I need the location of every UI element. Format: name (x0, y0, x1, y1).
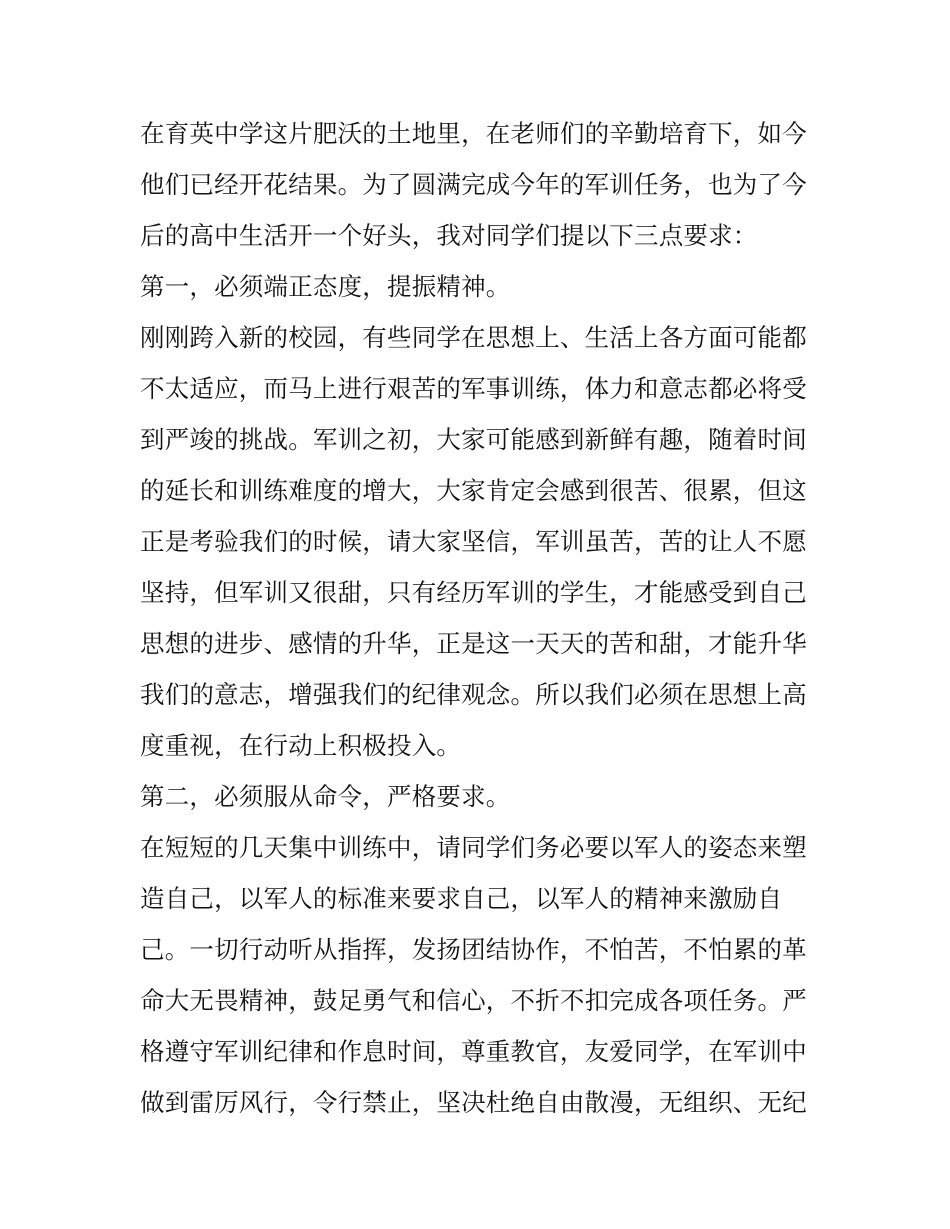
text-line: 在育英中学这片肥沃的土地里，在老师们的辛勤培育下，如今 (140, 119, 807, 148)
text-line: 在短短的几天集中训练中，请同学们务必要以军人的姿态来塑 (140, 833, 807, 862)
text-line: 不太适应，而马上进行艰苦的军事训练，体力和意志都必将受 (140, 374, 807, 403)
section-heading-2: 第二，必须服从命令，严格要求。 (140, 782, 511, 811)
text-line: 的延长和训练难度的增大，大家肯定会感到很苦、很累，但这 (140, 476, 807, 505)
text-line: 到严竣的挑战。军训之初，大家可能感到新鲜有趣，随着时间 (140, 425, 807, 454)
text-line: 他们已经开花结果。为了圆满完成今年的军训任务，也为了今 (140, 170, 807, 199)
section-heading-1: 第一，必须端正态度，提振精神。 (140, 272, 511, 301)
text-line: 我们的意志，增强我们的纪律观念。所以我们必须在思想上高 (140, 680, 807, 709)
text-line: 己。一切行动听从指挥，发扬团结协作，不怕苦，不怕累的革 (140, 935, 807, 964)
text-line: 度重视，在行动上积极投入。 (140, 731, 462, 760)
text-line: 坚持，但军训又很甜，只有经历军训的学生，才能感受到自己 (140, 578, 807, 607)
text-line: 命大无畏精神，鼓足勇气和信心，不折不扣完成各项任务。严 (140, 986, 807, 1015)
text-line: 后的高中生活开一个好头，我对同学们提以下三点要求： (140, 221, 758, 250)
text-line: 做到雷厉风行，令行禁止，坚决杜绝自由散漫，无组织、无纪 (140, 1088, 807, 1117)
document-body (140, 108, 820, 1128)
text-line: 格遵守军训纪律和作息时间，尊重教官，友爱同学，在军训中 (140, 1037, 807, 1066)
text-line: 造自己，以军人的标准来要求自己，以军人的精神来激励自 (140, 884, 783, 913)
text-line: 正是考验我们的时候，请大家坚信，军训虽苦，苦的让人不愿 (140, 527, 807, 556)
text-line: 刚刚跨入新的校园，有些同学在思想上、生活上各方面可能都 (140, 323, 807, 352)
text-line: 思想的进步、感情的升华，正是这一天天的苦和甜，才能升华 (140, 629, 807, 658)
